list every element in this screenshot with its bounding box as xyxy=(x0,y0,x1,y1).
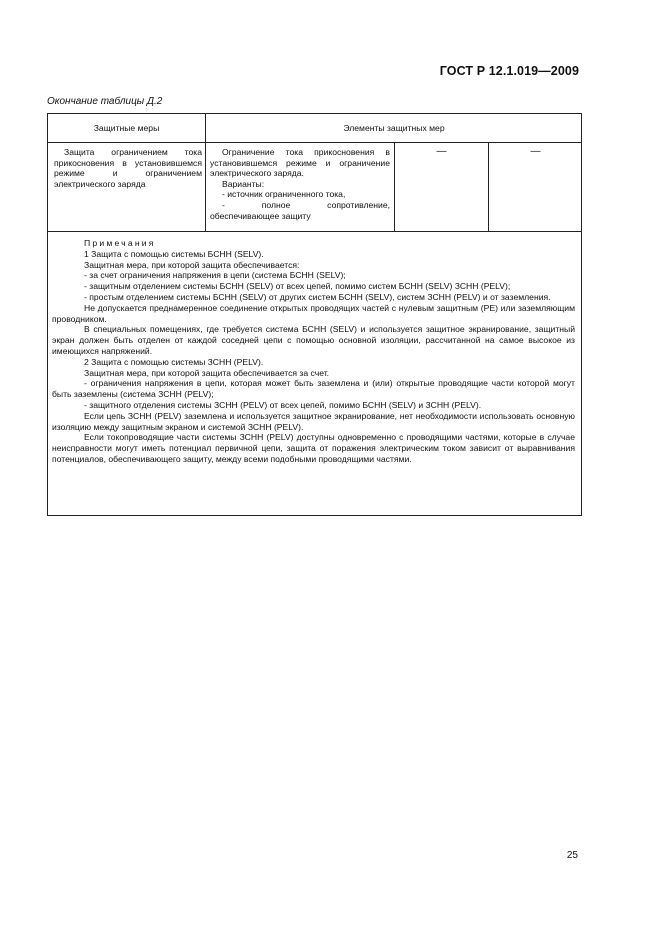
note-paragraph: - простым отделением системы БСНН (SELV) от других систем БСНН (SELV), систем ЗСНН (PELV) и от заземления. xyxy=(84,291,551,302)
note-paragraph: 2 Защита с помощью системы ЗСНН (PELV). xyxy=(84,356,264,367)
note-paragraph: - за счет ограничения напряжения в цепи (система БСНН (SELV); xyxy=(84,270,346,281)
header-row-divider xyxy=(48,142,581,143)
elements-line: - полное сопротивление, обеспечивающее защиту xyxy=(210,199,390,221)
elements-line: - источник ограниченного тока, xyxy=(222,189,346,200)
note-paragraph: Защитная мера, при которой защита обеспечивается за счет. xyxy=(84,367,330,378)
page-number: 25 xyxy=(566,850,578,861)
elements-line: Ограничение тока прикосновения в установившемся режиме и ограничение электрического заряда. xyxy=(210,147,390,179)
note-paragraph: Если токопроводящие части системы ЗСНН (PELV) доступны одновременно с проводящими частями, которые в случае неисправности могут иметь потенциал первичной цепи, защита от поражения электрическим током зависит от выравнивания потенциалов, обеспечивающего защиту, между всеми подобными проводящими частями. xyxy=(52,432,575,464)
table-caption: Окончание таблицы Д.2 xyxy=(47,96,163,107)
note-paragraph: В специальных помещениях, где требуется система БСНН (SELV) и используется защитное экранирование, защитный экран должен быть отделен от каждой соседней цепи с помощью основной изоляции, рассчитанной на самое высокое из имеющихся напряжений. xyxy=(52,324,575,356)
note-paragraph: - ограничения напряжения в цепи, которая может быть заземлена и (или) открытые проводящие части которой могут быть заземлены (система ЗСНН (PELV); xyxy=(52,378,575,400)
note-paragraph: Защитная мера, при которой защита обеспечивается: xyxy=(84,259,300,270)
notes-title: Примечания xyxy=(84,238,156,248)
elements-line: Варианты: xyxy=(222,178,265,189)
note-paragraph: - защитным отделением системы БСНН (SELV) от всех цепей, помимо систем БСНН (SELV) ЗСНН (PELV); xyxy=(84,281,511,292)
notes-block xyxy=(52,238,575,465)
column3-dash: — xyxy=(436,146,447,157)
note-paragraph: 1 Защита с помощью системы БСНН (SELV). xyxy=(84,248,264,259)
notes-divider xyxy=(48,231,581,232)
note-paragraph: Если цепь ЗСНН (PELV) заземлена и используется защитное экранирование, нет необходимости использовать основную изоляцию между защитным экраном и системой ЗСНН (PELV). xyxy=(52,410,575,432)
note-paragraph: Не допускается преднамеренное соединение открытых проводящих частей с нулевым защитным (PE) или заземляющим проводником. xyxy=(52,302,575,324)
column-header-measures: Защитные меры xyxy=(93,122,160,133)
note-paragraph: - защитного отделения системы ЗСНН (PELV) от всех цепей, помимо БСНН (SELV) и ЗСНН (PELV). xyxy=(84,399,482,410)
measure-cell: Защита ограничением тока прикосновения в установившемся режиме и ограничением электрического заряда xyxy=(54,147,202,189)
standard-header: ГОСТ Р 12.1.019—2009 xyxy=(439,64,579,78)
column4-dash: — xyxy=(530,146,541,157)
elements-cell xyxy=(210,147,390,221)
column-header-elements: Элементы защитных мер xyxy=(343,122,445,133)
protective-measures-table xyxy=(47,113,582,516)
